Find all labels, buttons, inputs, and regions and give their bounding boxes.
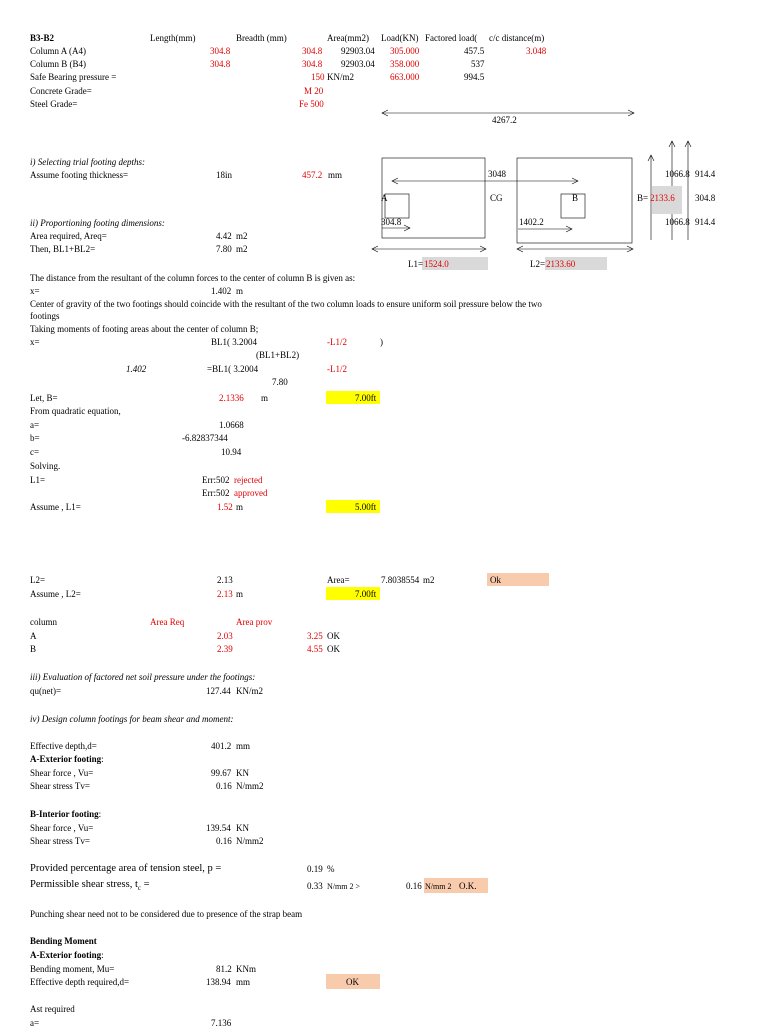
int-vu-unit: KN [236,823,249,833]
qunet-label: qu(net)= [30,686,62,696]
dim-dist: 1402.2 [519,217,544,227]
quad-a: 1.0668 [219,420,244,430]
ext-footing-colon: : [101,754,104,764]
thickness-in: 18in [216,170,233,180]
eq2-mid: =BL1( 3.2004 [207,364,259,374]
thickness-label: Assume footing thickness= [30,170,129,180]
areq-unit: m2 [236,231,248,241]
col-a-length: 304.8 [210,46,231,56]
areatbl-row-a-req: 2.03 [217,631,233,641]
l2-area-unit: m2 [423,575,435,585]
eq1-red: -L1/2 [327,337,347,347]
l1-err-2: Err:502 [202,488,230,498]
quad-c: 10.94 [221,447,242,457]
concrete-value: M 20 [304,86,324,96]
footing-diagram [0,0,768,280]
bm-mu-value: 81.2 [216,964,232,974]
qunet-value: 127.44 [206,686,231,696]
areq-label: Area required, Areq= [30,231,107,241]
ext-footing-title: A-Exterior footing [30,754,102,764]
areatbl-row-a-prov: 3.25 [307,631,323,641]
dim-h5: 914.4 [695,217,716,227]
col-a-factored: 457.5 [464,46,485,56]
assume-l1-value: 1.52 [217,502,233,512]
areatbl-row-b-col: B [30,644,37,654]
header-length: Length(mm) [150,33,196,43]
label-cg: CG [490,193,503,203]
perm-v1: 0.33 [307,881,323,891]
assume-l1-label: Assume , L1= [30,502,81,512]
l2-area-label: Area= [327,575,350,585]
section-ii-title: ii) Proportioning footing dimensions: [30,218,165,228]
areatbl-row-b-prov: 4.55 [307,644,323,654]
int-vu-value: 139.54 [206,823,231,833]
ext-vu-unit: KN [236,768,249,778]
section-iv-title: iv) Design column footings for beam shear and moment: [30,714,234,724]
total-load: 663.000 [390,72,420,82]
bm-ext-colon: : [101,950,104,960]
quad-title: From quadratic equation, [30,406,121,416]
eq1-close: ) [380,337,383,347]
dim-h1: 1066.8 [665,169,690,179]
ext-tv-unit: N/mm2 [236,781,264,791]
l2-label: L2= [530,259,546,269]
col-b-factored: 537 [471,59,485,69]
steel-label: Steel Grade= [30,99,78,109]
header-cc: c/c distance(m) [489,33,545,43]
section-title: B3-B2 [30,33,55,43]
col-a-area: 92903.04 [341,46,375,56]
bm-d-label: Effective depth required,d= [30,977,130,987]
col-a-label: Column A (A4) [30,46,87,56]
label-a: A [381,193,388,203]
ast-label: Ast required [30,1004,75,1014]
areatbl-row-a-status: OK [327,631,340,641]
let-b-unit: m [261,393,269,403]
dim-total: 4267.2 [492,115,517,125]
col-b-length: 304.8 [210,59,231,69]
header-area: Area(mm2) [327,33,369,43]
ast-k-value: 7.136 [211,1018,232,1028]
l2-ok: Ok [490,575,501,585]
l2-sol-value: 2.13 [217,575,233,585]
perm-sub: c [137,884,142,893]
assume-l1-unit: m [236,502,244,512]
col-a-breadth: 304.8 [302,46,323,56]
int-tv-label: Shear stress Tv= [30,836,90,846]
thickness-mm: 457.2 [302,170,323,180]
l2-area-value: 7.8038554 [381,575,420,585]
total-factored: 994.5 [464,72,485,82]
eff-depth-label: Effective depth,d= [30,741,97,751]
pct-label: Provided percentage area of tension steel, p = [30,863,222,874]
col-b-label: Column B (B4) [30,59,87,69]
section-i-title: i) Selecting trial footing depths: [30,157,145,167]
ast-k-label: a= [30,1018,40,1028]
let-b-ft: 7.00ft [355,393,377,403]
dim-b-value: 2133.6 [650,193,675,203]
cg-text-2: footings [30,311,60,321]
bm-mu-label: Bending moment, Mu= [30,964,115,974]
ext-tv-label: Shear stress Tv= [30,781,90,791]
areatbl-h-req: Area Req [150,617,185,627]
quad-c-label: c= [30,447,40,457]
bl-label: Then, BL1+BL2= [30,244,96,254]
dim-col-a: 304.8 [381,217,402,227]
eff-depth-unit: mm [236,741,251,751]
assume-l2-unit: m [236,589,244,599]
eq1-lhs: x= [30,337,40,347]
eq2-red: -L1/2 [327,364,347,374]
dim-h3: 304.8 [695,193,716,203]
column-a-square [385,194,409,218]
perm-u2: N/mm 2 [425,882,452,891]
header-load: Load(KN) [381,33,419,43]
assume-l2-label: Assume , L2= [30,589,81,599]
sbp-label: Safe Bearing pressure = [30,72,117,82]
perm-u1: N/mm 2 > [327,882,360,891]
qunet-unit: KN/m2 [236,686,263,696]
col-a-cc: 3.048 [526,46,547,56]
bm-mu-unit: KNm [236,964,256,974]
eq2-lhs: 1.402 [126,364,147,374]
solving-label: Solving. [30,461,61,471]
areatbl-row-a-col: A [30,631,37,641]
int-tv-unit: N/mm2 [236,836,264,846]
steel-value: Fe 500 [299,99,324,109]
perm-v2: 0.16 [406,881,422,891]
eff-depth-value: 401.2 [211,741,232,751]
areq-value: 4.42 [216,231,232,241]
ext-vu-label: Shear force , Vu= [30,768,94,778]
dim-cc: 3048 [488,169,506,179]
col-b-load: 358.000 [390,59,420,69]
int-tv-value: 0.16 [216,836,232,846]
int-vu-label: Shear force , Vu= [30,823,94,833]
col-a-load: 305.000 [390,46,420,56]
let-b-value: 2.1336 [219,393,244,403]
bm-d-value: 138.94 [206,977,231,987]
bm-ext-title: A-Exterior footing [30,950,102,960]
bl-value: 7.80 [216,244,232,254]
assume-l2-ft: 7.00ft [355,589,377,599]
section-iii-title: iii) Evaluation of factored net soil pressure under the footings: [30,672,256,682]
assume-l1-ft: 5.00ft [355,502,377,512]
dim-h4: 1066.8 [665,217,690,227]
l1-err-1: Err:502 [202,475,230,485]
header-factored: Factored load( [425,33,478,43]
areatbl-h-prov: Area prov [236,617,273,627]
header-breadth: Breadth (mm) [236,33,287,43]
concrete-label: Concrete Grade= [30,86,92,96]
bm-title: Bending Moment [30,936,97,946]
quad-b-label: b= [30,433,40,443]
areatbl-h-column: column [30,617,57,627]
dim-h2: 914.4 [695,169,716,179]
pct-value: 0.19 [307,864,323,874]
int-footing-title: B-Interior footing [30,809,99,819]
l1-approved: approved [234,488,268,498]
label-b-eq: B= [637,193,649,203]
l1-label: L1= [408,259,424,269]
ext-tv-value: 0.16 [216,781,232,791]
int-footing-colon: : [98,809,102,819]
x1-unit: m [236,286,244,296]
bl-unit: m2 [236,244,248,254]
sbp-value: 150 [311,72,325,82]
sbp-unit: KN/m2 [327,72,354,82]
resultant-text: The distance from the resultant of the column forces to the center of column B is given as: [30,273,356,283]
eq1-mid: BL1( 3.2004 [211,337,257,347]
cg-text-1: Center of gravity of the two footings should coincide with the resultant of the two column loads to ensure uniform soil pressure below the two [30,299,542,309]
col-b-area: 92903.04 [341,59,375,69]
label-b: B [572,193,579,203]
assume-l2-value: 2.13 [217,589,233,599]
l1-rejected: rejected [234,475,263,485]
l1-sol-label: L1= [30,475,46,485]
l2-sol-label: L2= [30,575,46,585]
perm-ok: O.K. [459,881,477,891]
l2-value: 2133.60 [546,259,576,269]
l1-value: 1524.0 [424,259,449,269]
bm-d-unit: mm [236,977,251,987]
perm-label: Permissible shear stress, t [30,879,138,890]
moments-text: Taking moments of footing areas about the center of column B; [30,324,259,334]
areatbl-row-b-req: 2.39 [217,644,233,654]
quad-a-label: a= [30,420,40,430]
eq2-den: 7.80 [272,377,288,387]
areatbl-row-b-status: OK [327,644,340,654]
let-b-label: Let, B= [30,393,58,403]
col-b-breadth: 304.8 [302,59,323,69]
pct-unit: % [327,864,335,874]
ext-vu-value: 99.67 [211,768,232,778]
x1-label: x= [30,286,40,296]
eq1-den: (BL1+BL2) [256,350,300,360]
x1-value: 1.402 [211,286,232,296]
punching-note: Punching shear need not to be considered due to presence of the strap beam [30,909,303,919]
quad-b: -6.82837344 [182,433,228,443]
bm-ok: OK [346,977,359,987]
thickness-unit: mm [328,170,343,180]
perm-eq: = [141,879,150,890]
